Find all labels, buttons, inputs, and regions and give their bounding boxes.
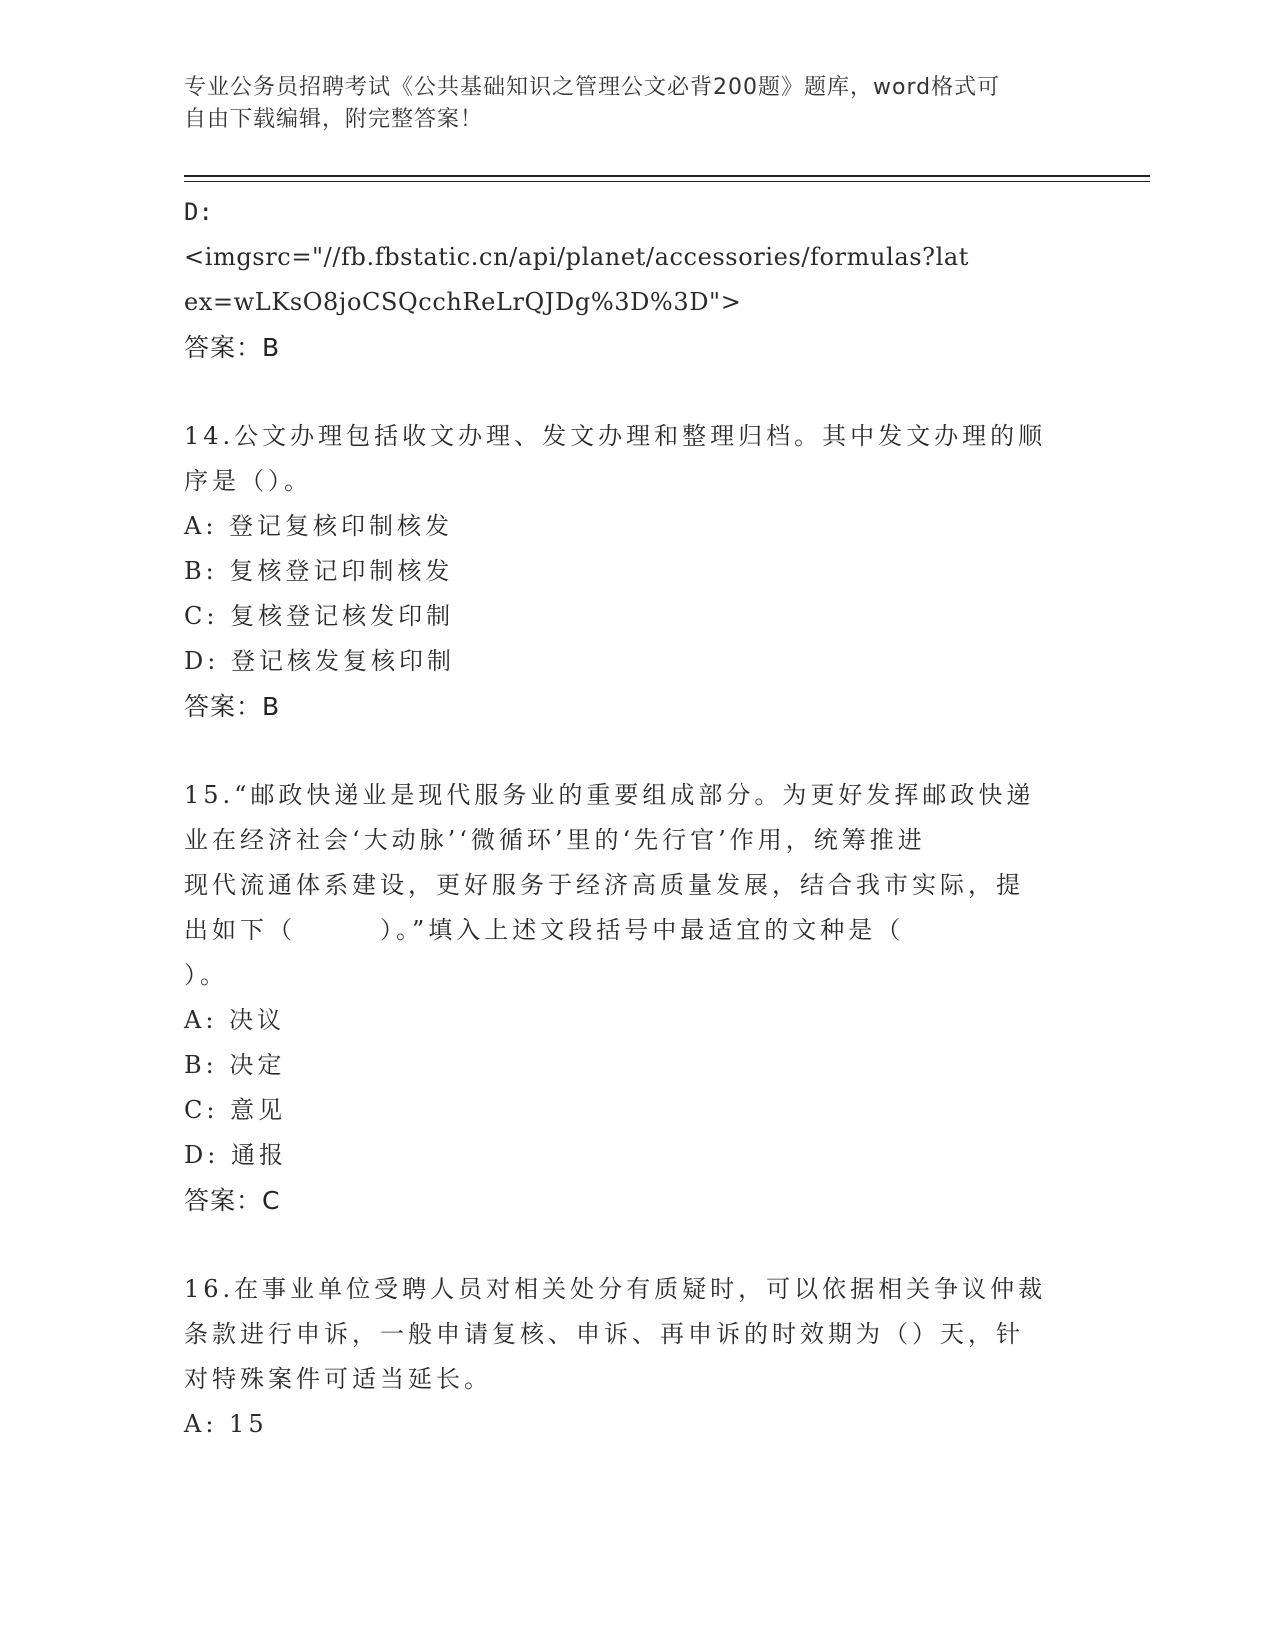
question-14-option-d: D: 登记核发复核印制: [184, 647, 455, 675]
question-15-stem-line-4: 出如下（ ）。”填入上述文段括号中最适宜的文种是（: [184, 916, 905, 944]
question-16-stem-line-1: 16.在事业单位受聘人员对相关处分有质疑时，可以依据相关争议仲裁: [184, 1275, 1047, 1303]
question-16-option-a: A: 15: [184, 1410, 268, 1438]
question-15-option-c: C: 意见: [184, 1096, 287, 1124]
header-divider-thin: [184, 181, 1150, 182]
question-15-option-a: A: 决议: [184, 1006, 286, 1034]
question-13-tail: [184, 190, 1064, 370]
spacer: [184, 729, 1064, 773]
question-14-option-a: A: 登记复核印制核发: [184, 512, 454, 540]
header-line-1: 专业公务员招聘考试《公共基础知识之管理公文必背200题》题库，word格式可: [184, 75, 1001, 100]
question-14-option-c: C: 复核登记核发印制: [184, 602, 455, 630]
question-14-option-b: B: 复核登记印制核发: [184, 557, 454, 585]
question-14-stem-line-2: 序是（）。: [184, 467, 312, 495]
spacer: [184, 370, 1064, 414]
question-14-stem-line-1: 14.公文办理包括收文办理、发文办理和整理归档。其中发文办理的顺: [184, 422, 1047, 450]
question-15-option-d: D: 通报: [184, 1141, 287, 1169]
option-d-text-line-1: <imgsrc="//fb.fbstatic.cn/api/planet/accessories/formulas?lat: [184, 243, 970, 271]
question-content: [184, 190, 1064, 1447]
question-16: [184, 1267, 1064, 1447]
question-15-stem-line-3: 现代流通体系建设，更好服务于经济高质量发展，结合我市实际，提: [184, 871, 1024, 899]
answer-15: 答案：C: [184, 1186, 281, 1215]
question-16-stem-line-2: 条款进行申诉，一般申请复核、申诉、再申诉的时效期为（）天，针: [184, 1320, 1024, 1348]
question-15-stem-line-1: 15.“邮政快递业是现代服务业的重要组成部分。为更好发挥邮政快递: [184, 781, 1035, 809]
document-header: [184, 72, 1064, 136]
answer-13: 答案：B: [184, 333, 281, 362]
question-15-option-b: B: 决定: [184, 1051, 286, 1079]
question-14: [184, 414, 1064, 729]
option-d-label: D:: [184, 198, 213, 226]
question-15: [184, 773, 1064, 1223]
question-15-stem-line-2: 业在经济社会‘大动脉’‘微循环’里的‘先行官’作用，统筹推进: [184, 826, 926, 854]
answer-14: 答案：B: [184, 692, 281, 721]
spacer: [184, 1223, 1064, 1267]
header-line-2: 自由下载编辑，附完整答案！: [184, 107, 484, 132]
header-divider-thick: [184, 175, 1150, 177]
option-d-text-line-2: ex=wLKsO8joCSQcchReLrQJDg%3D%3D">: [184, 288, 742, 316]
question-15-stem-line-5: ）。: [184, 961, 228, 989]
question-16-stem-line-3: 对特殊案件可适当延长。: [184, 1365, 492, 1393]
